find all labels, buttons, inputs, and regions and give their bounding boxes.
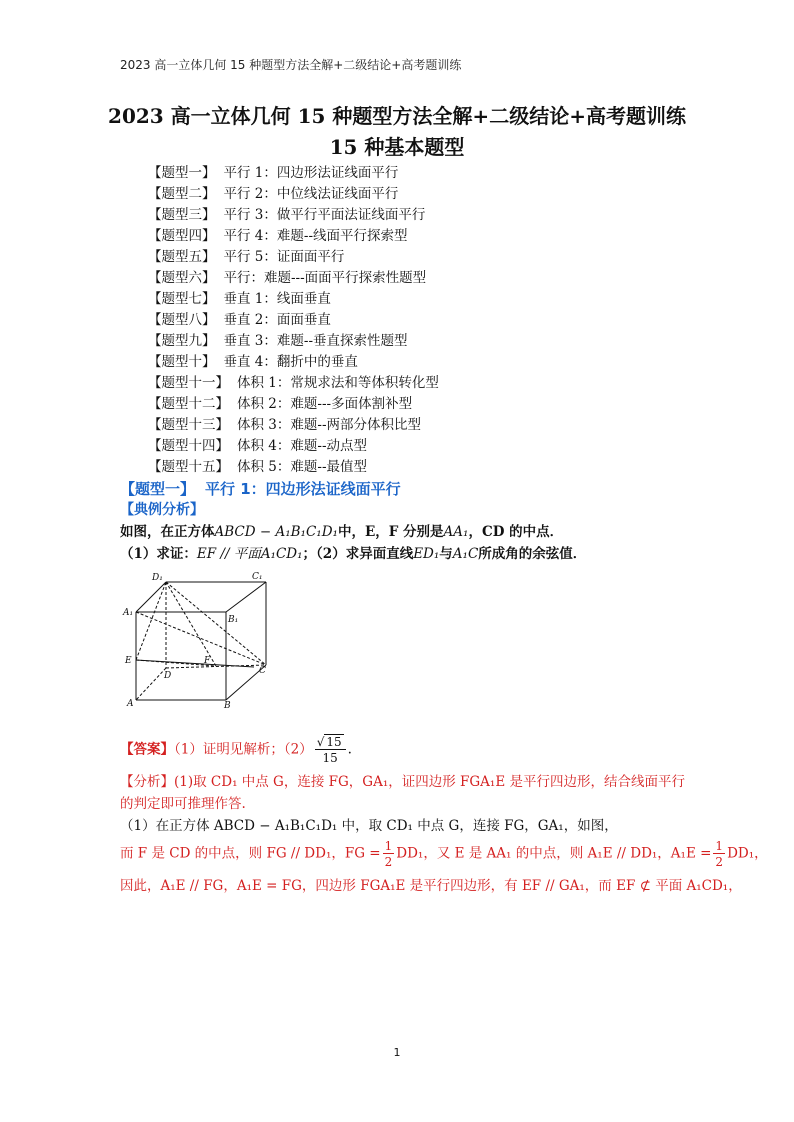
vertex-label-a1: A₁ [123,608,134,618]
answer-fraction: $\frac{√ 15}{15}$ [315,736,346,764]
topic-list [148,163,439,478]
topic-item: 【题型二】 平行 2：中位线法证线面平行 [148,186,399,202]
topic-item: 【题型七】 垂直 1：线面垂直 [148,291,331,307]
half-fraction: $\frac{1}{2}$ [384,839,393,869]
topic-item: 【题型十二】 体积 2：难题---多面体割补型 [148,396,413,412]
analysis-line-2: 的判定即可推理作答. [120,796,246,812]
topic-item: 【题型十三】 体积 3：难题--两部分体积比型 [148,417,422,433]
topic-item: 【题型五】 平行 5：证面面平行 [148,249,345,265]
vertex-label-b1: B₁ [228,615,239,625]
analysis-line-4: 而 F 是 CD 的中点，则 FG // DD₁，FG = $\frac{1}{2}$ DD₁，又 E 是 AA₁ 的中点，则 A₁E // DD₁，A₁E = $\frac{1}{2}$ DD₁， [120,839,768,869]
running-header: 2023 高一立体几何 15 种题型方法全解+二级结论+高考题训练 [120,58,462,72]
topic-item: 【题型八】 垂直 2：面面垂直 [148,312,331,328]
answer-line: 【答案】（1）证明见解析；（2） $\frac{√ 15}{15}$ . [120,735,352,765]
topic-item: 【题型一】 平行 1：四边形法证线面平行 [148,165,399,181]
vertex-label-b: B [224,701,231,710]
page-number: 1 [393,1046,401,1059]
problem-statement: 如图，在正方体ABCD − A₁B₁C₁D₁中，E，F 分别是AA₁，CD 的中点． [120,524,564,540]
topic-item: 【题型四】 平行 4：难题--线面平行探索型 [148,228,408,244]
topic-item: 【题型十】 垂直 4：翻折中的垂直 [148,354,358,370]
vertex-label-e: E [125,656,132,666]
topic-item: 【题型十五】 体积 5：难题--最值型 [148,459,368,475]
vertex-label-c: C [259,666,266,676]
document-subtitle: 15 种基本题型 [329,135,465,159]
vertex-label-c1: C₁ [252,572,263,582]
vertex-label-a: A [127,699,134,709]
half-fraction: $\frac{1}{2}$ [715,839,724,869]
analysis-line-1: 【分析】(1)取 CD₁ 中点 G，连接 FG，GA₁，证四边形 FGA₁E 是平行四边形，结合线面平行 [120,774,685,790]
vertex-label-d: D [164,671,172,681]
cube-figure [122,570,272,710]
topic-item: 【题型六】 平行：难题---面面平行探索性题型 [148,270,427,286]
analysis-line-3: （1）在正方体 ABCD − A₁B₁C₁D₁ 中，取 CD₁ 中点 G，连接 FG，GA₁，如图， [120,818,618,834]
problem-questions: （1）求证：EF // 平面A₁CD₁；（2）求异面直线ED₁与A₁C所成角的余弦值． [120,546,587,562]
topic-item: 【题型三】 平行 3：做平行平面法证线面平行 [148,207,426,223]
example-heading: 【典例分析】 [120,502,204,518]
topic-item: 【题型十四】 体积 4：难题--动点型 [148,438,368,454]
analysis-line-5: 因此，A₁E // FG，A₁E = FG，四边形 FGA₁E 是平行四边形，有 EF // GA₁，而 EF ⊄ 平面 A₁CD₁， [120,878,742,894]
topic-item: 【题型十一】 体积 1：常规求法和等体积转化型 [148,375,439,391]
section-heading: 【题型一】 平行 1：四边形法证线面平行 [120,480,401,498]
document-title: 2023 高一立体几何 15 种题型方法全解+二级结论+高考题训练 [108,104,686,128]
topic-item: 【题型九】 垂直 3：难题--垂直探索性题型 [148,333,408,349]
vertex-label-f: F [204,656,211,666]
vertex-label-d1: D₁ [152,573,163,583]
